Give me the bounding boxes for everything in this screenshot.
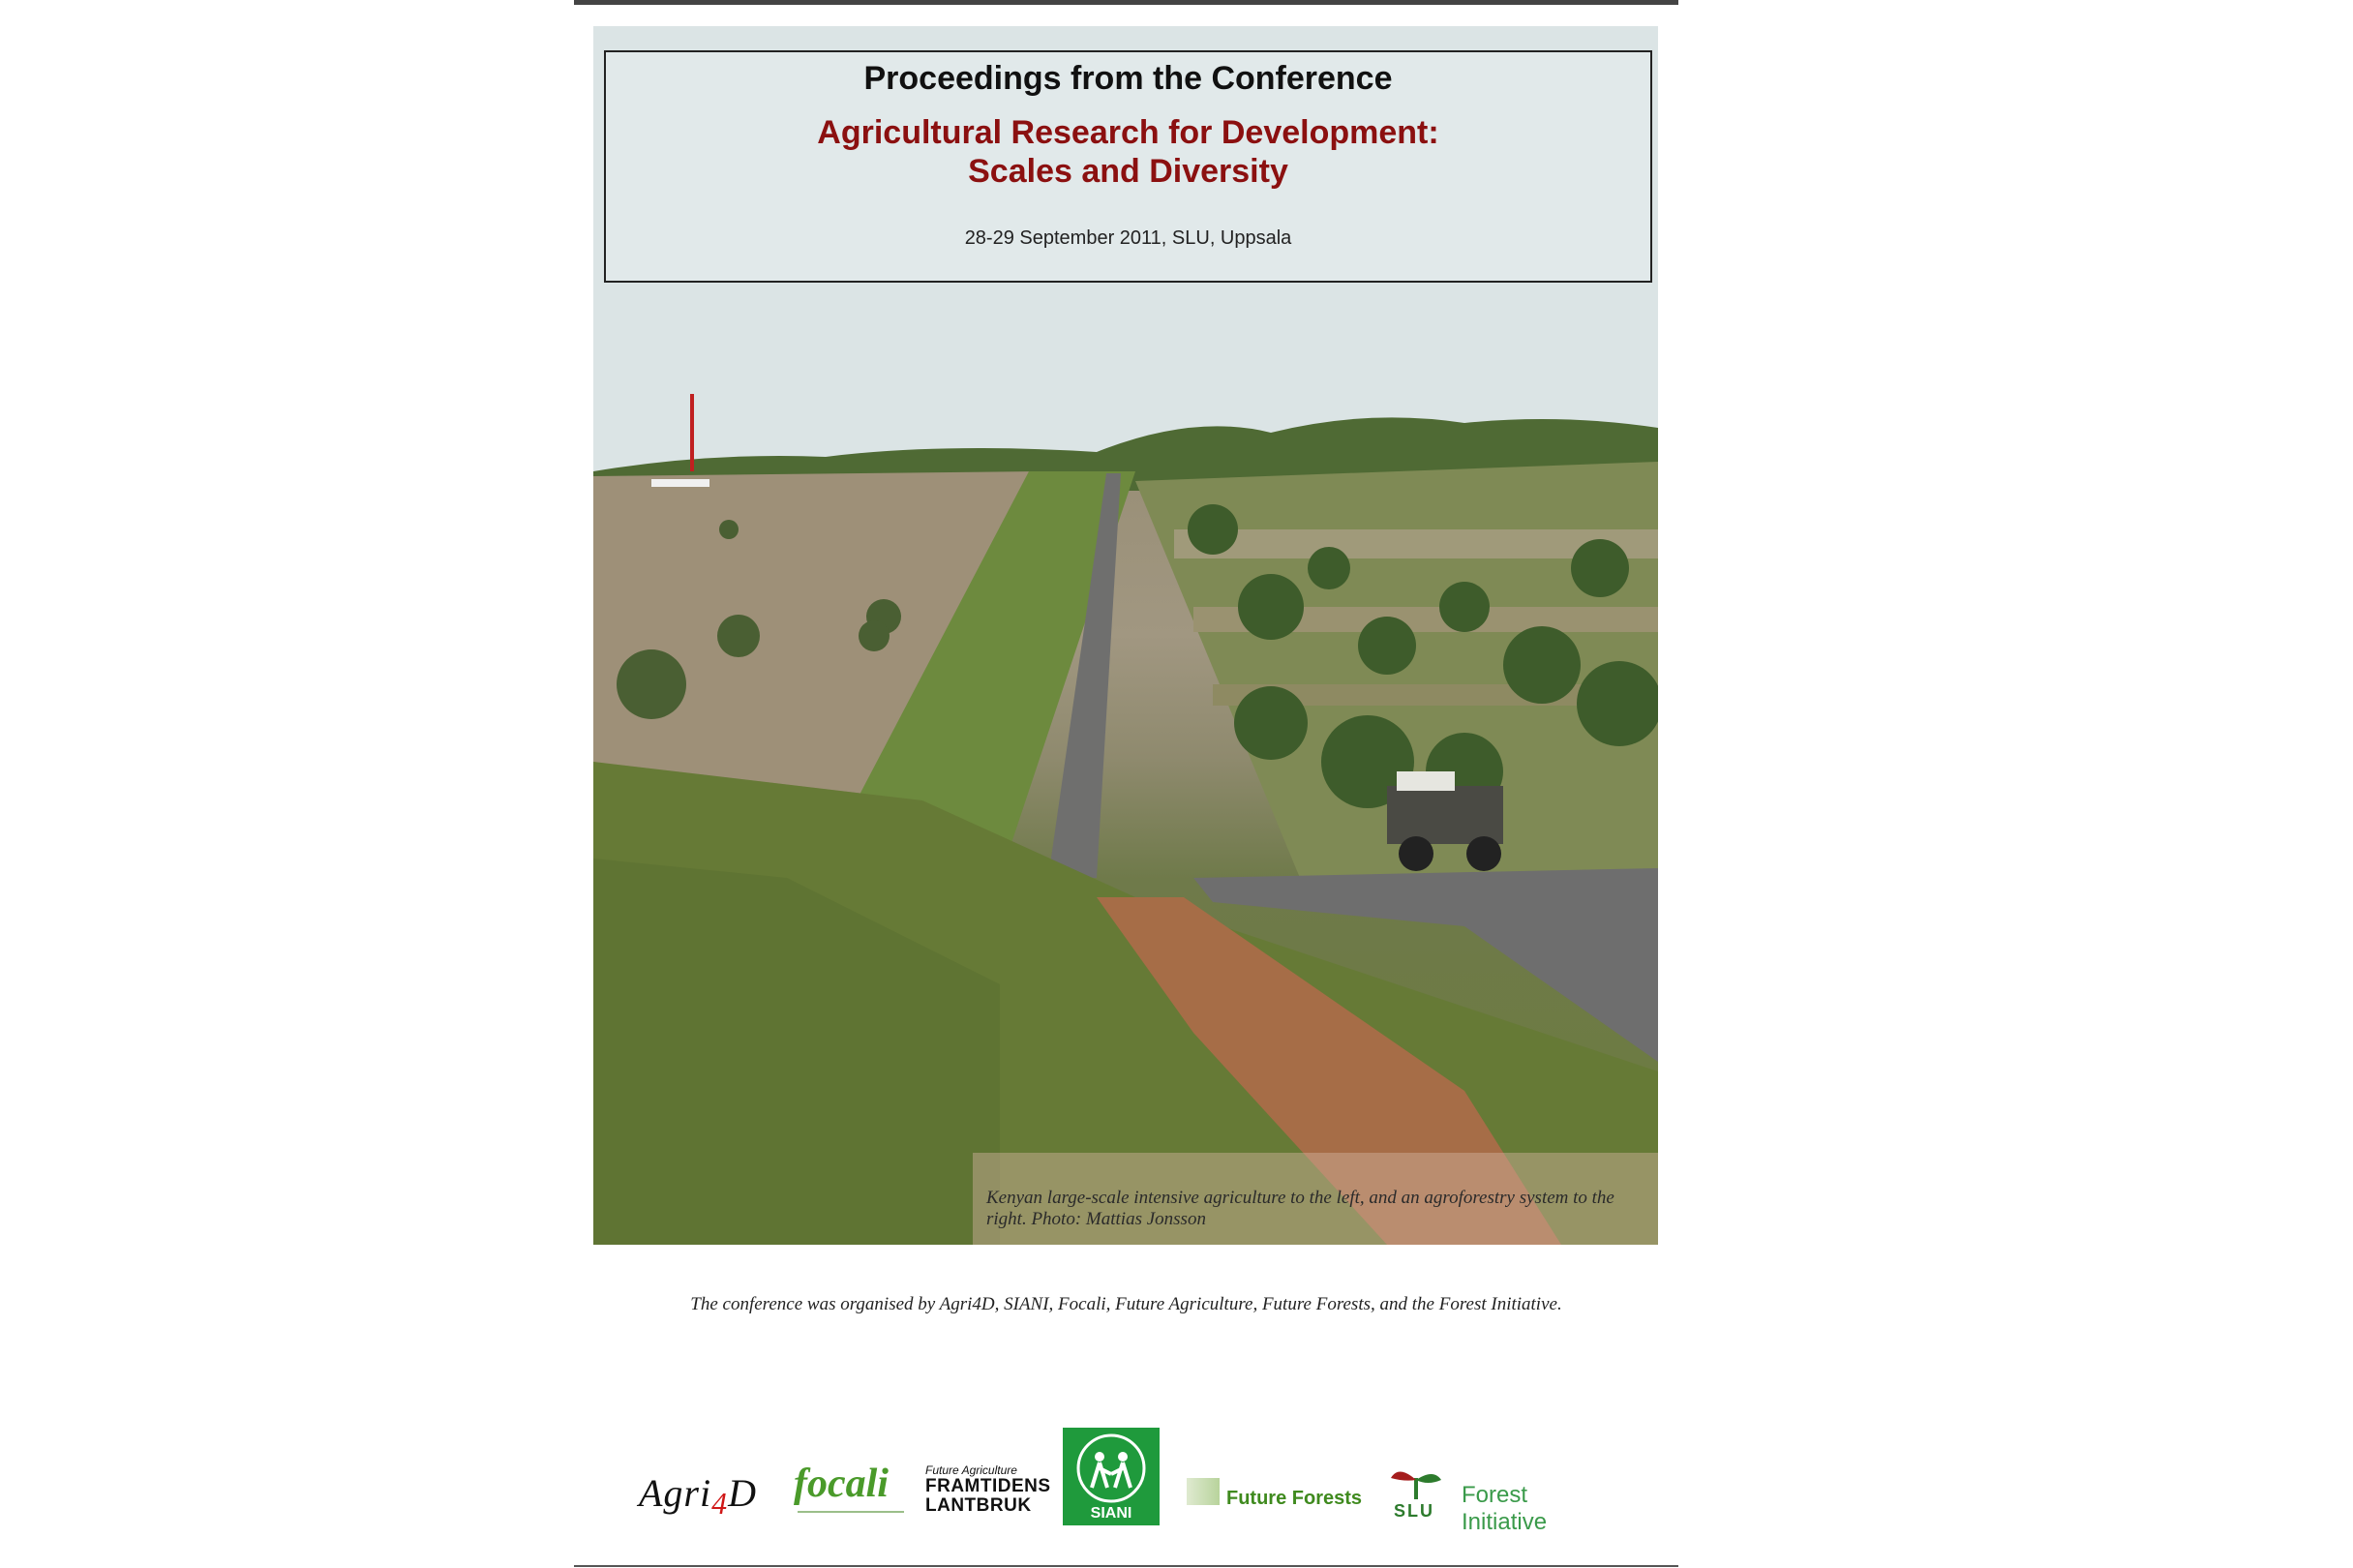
photo-caption: Kenyan large-scale intensive agriculture to the left, and an agroforestry system to the right. Photo: Mattias Jonsson [986, 1188, 1614, 1229]
proceedings-title: Proceedings from the Conference [863, 60, 1393, 97]
conference-title-line1: Agricultural Research for Development: [817, 114, 1439, 151]
photo-caption-box [973, 1153, 1658, 1245]
cover-photo [593, 26, 1658, 1245]
future-forests-logo: Future Forests [1226, 1488, 1363, 1509]
future-agriculture-logo-line1: FRAMTIDENS [925, 1476, 1051, 1496]
top-rule [574, 0, 1678, 5]
conference-dates: 28-29 September 2011, SLU, Uppsala [964, 227, 1292, 249]
slu-logo: SLU [1394, 1501, 1434, 1521]
slu-leaf-icon [1389, 1461, 1443, 1503]
siani-figures-icon [1063, 1428, 1160, 1505]
future-agriculture-logo-line2: LANTBRUK [925, 1495, 1032, 1516]
focali-logo-underline [798, 1511, 904, 1513]
sponsor-logos [639, 1428, 1607, 1534]
future-forests-mark-icon [1187, 1478, 1220, 1505]
future-agriculture-logo-small: Future Agriculture [925, 1463, 1017, 1477]
agri4d-logo-text-d: D [728, 1471, 758, 1515]
agri4d-logo [639, 1470, 758, 1521]
forest-initiative-logo: Forest Initiative [1462, 1482, 1548, 1535]
siani-logo [1063, 1428, 1160, 1525]
focali-logo: focali [794, 1462, 889, 1506]
conference-title-line2: Scales and Diversity [968, 153, 1288, 190]
bottom-rule [574, 1565, 1678, 1567]
siani-logo-label: SIANI [1090, 1505, 1132, 1522]
organisers-statement: The conference was organised by Agri4D, SIANI, Focali, Future Agriculture, Future Forests, and the Forest Initiative. [690, 1294, 1562, 1314]
agri4d-logo-text-a: Agri [639, 1471, 712, 1515]
title-box [604, 50, 1652, 283]
agri4d-logo-text-4: 4 [711, 1486, 729, 1521]
